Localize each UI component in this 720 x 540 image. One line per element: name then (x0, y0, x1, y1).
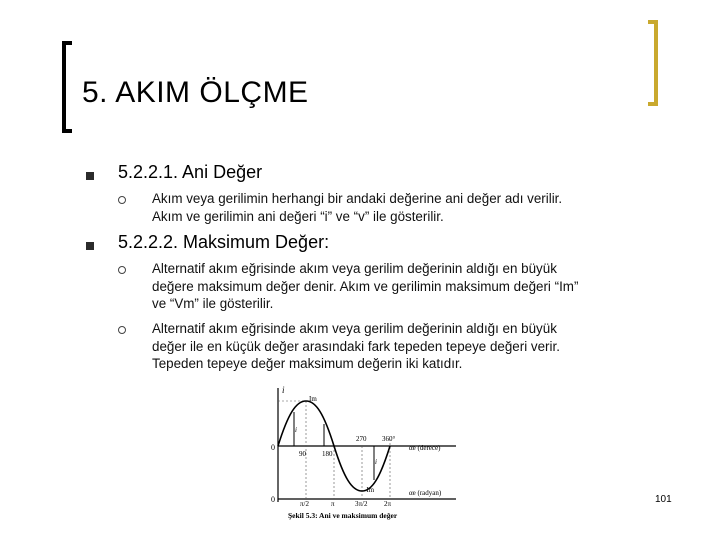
peak-label: Im (309, 395, 317, 403)
item-line: Alternatif akım eğrisinde akım veya gerilim değerinin aldığı en büyük (152, 261, 557, 276)
tick-270: 270 (356, 435, 367, 443)
title-bracket-right (648, 20, 658, 106)
item-line: değere maksimum değer denir. Akım ve gerilimin maksimum değeri “Im” (152, 278, 579, 294)
figure-caption: Şekil 5.3: Ani ve maksimum değer (288, 511, 398, 520)
radian-axis-label: αe (radyan) (409, 489, 442, 497)
tick-90: 90 (299, 450, 306, 458)
zero-label-top: 0 (271, 443, 275, 452)
item-bullet (118, 266, 126, 274)
tick-two-pi: 2π (384, 500, 392, 508)
inst-label-2: i (375, 458, 377, 466)
tick-360: 360° (382, 435, 396, 443)
item-line: Akım ve gerilimin ani değeri “i” ve “v” ile gösterilir. (152, 208, 444, 224)
sine-wave-figure (266, 384, 466, 524)
item-line: Tepeden tepeye değer maksimum değerin iki katıdır. (152, 356, 463, 371)
tick-180: 180 (322, 450, 333, 458)
title-bracket-left (62, 41, 72, 133)
item-line: ve “Vm” ile gösterilir. (152, 296, 274, 311)
item-text-ani-deger (152, 190, 562, 225)
slide-title: 5. AKIM ÖLÇME (82, 76, 309, 109)
item-line: Alternatif akım eğrisinde akım veya gerilim değerinin aldığı en büyük (152, 321, 557, 336)
item-line: Akım veya gerilimin herhangi bir andaki değerine ani değer adı verilir. (152, 191, 563, 206)
item-bullet (118, 326, 126, 334)
section-heading-maksimum-deger: 5.2.2.2. Maksimum Değer: (118, 232, 330, 252)
tick-pi: π (331, 500, 335, 508)
inst-label-1: i (295, 426, 297, 434)
item-line: değer ile en küçük değer arasındaki fark tepeden tepeye değeri verir. (152, 338, 560, 354)
page-number: 101 (655, 494, 672, 505)
degree-axis-label: αe (derece) (409, 444, 441, 452)
y-axis-label: i (282, 385, 285, 395)
item-bullet (118, 196, 126, 204)
section-bullet (86, 242, 94, 250)
item-text-tepeden-tepeye (152, 320, 560, 373)
item-text-maksimum-deger (152, 260, 578, 313)
section-bullet (86, 172, 94, 180)
section-heading-ani-deger: 5.2.2.1. Ani Değer (118, 162, 263, 182)
tick-three-pi-half: 3π/2 (355, 500, 368, 508)
neg-peak-label: -Im (364, 486, 375, 494)
zero-label-bottom: 0 (271, 495, 275, 504)
tick-pi-half: π/2 (300, 500, 309, 508)
